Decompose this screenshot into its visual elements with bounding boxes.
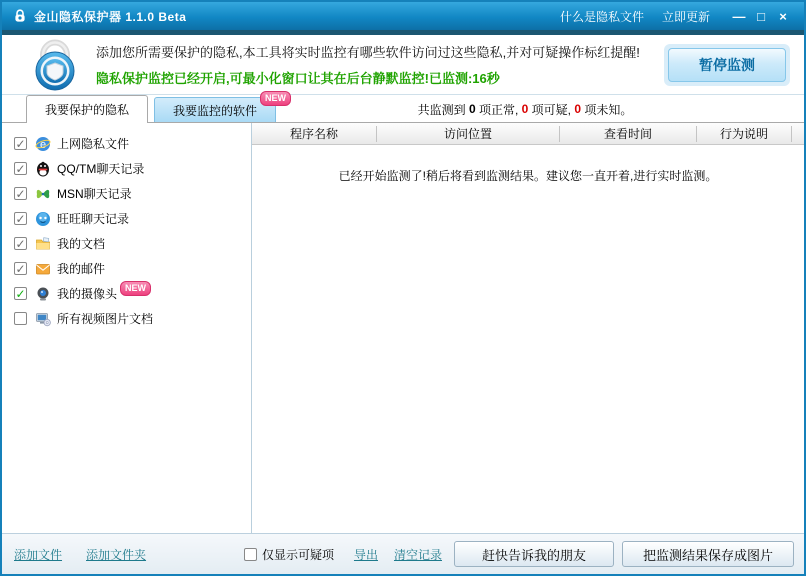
ie-icon xyxy=(35,136,51,152)
banner-description: 添加您所需要保护的隐私,本工具将实时监控有哪些软件访问过这些隐私,并对可疑操作标红提醒! xyxy=(96,45,640,60)
list-item-my-documents xyxy=(2,231,251,256)
column-access-location[interactable]: 访问位置 xyxy=(377,126,560,142)
add-file-link[interactable]: 添加文件 xyxy=(14,547,63,562)
column-behavior[interactable]: 行为说明 xyxy=(697,126,792,142)
list-item-qq-chat xyxy=(2,156,251,181)
content-area xyxy=(2,123,804,533)
media-computer-icon xyxy=(35,311,51,327)
item-label: 我的邮件 xyxy=(57,262,106,276)
unknown-count: 0 xyxy=(574,102,582,116)
summary-text: 项未知。 xyxy=(581,102,633,117)
monitor-summary xyxy=(252,95,798,123)
pause-button-panel xyxy=(664,44,790,86)
new-badge: NEW xyxy=(120,281,151,296)
add-folder-link[interactable]: 添加文件夹 xyxy=(86,547,147,562)
privacy-items-list xyxy=(2,123,252,533)
app-lock-icon xyxy=(12,8,28,24)
column-program-name[interactable]: 程序名称 xyxy=(252,126,377,142)
item-label: 所有视频图片文档 xyxy=(57,312,154,326)
checkbox[interactable] xyxy=(14,287,27,300)
checkbox[interactable] xyxy=(14,237,27,250)
checkbox[interactable] xyxy=(14,262,27,275)
titlebar xyxy=(2,2,804,30)
wangwang-icon xyxy=(35,211,51,227)
summary-prefix: 共监测到 xyxy=(417,102,469,117)
tab-label: 我要监控的软件 xyxy=(173,103,258,118)
results-panel xyxy=(252,123,804,533)
checkbox[interactable] xyxy=(14,187,27,200)
item-label: 上网隐私文件 xyxy=(57,137,130,151)
mail-icon xyxy=(35,261,51,277)
link-what-is-privacy-file[interactable]: 什么是隐私文件 xyxy=(559,9,644,24)
suspicious-count: 0 xyxy=(521,102,529,116)
tab-privacy-to-protect[interactable] xyxy=(26,95,148,123)
column-view-time[interactable]: 查看时间 xyxy=(560,126,697,142)
tell-friends-button[interactable]: 赶快告诉我的朋友 xyxy=(454,541,614,567)
item-label: MSN聊天记录 xyxy=(57,187,132,201)
checkbox[interactable] xyxy=(14,312,27,325)
monitoring-status-text: 隐私保护监控已经开启,可最小化窗口让其在后台静默监控!已监测:16秒 xyxy=(96,71,500,86)
save-results-as-image-button[interactable]: 把监测结果保存成图片 xyxy=(622,541,794,567)
tab-label: 我要保护的隐私 xyxy=(45,103,130,117)
footer-bar xyxy=(2,533,804,574)
clear-records-link[interactable]: 清空记录 xyxy=(393,547,442,562)
table-body xyxy=(252,145,804,533)
checkbox[interactable] xyxy=(14,137,27,150)
list-item-internet-privacy xyxy=(2,131,251,156)
column-filler xyxy=(792,126,804,142)
list-item-all-video-image-docs xyxy=(2,306,251,331)
new-badge: NEW xyxy=(260,91,291,106)
list-item-my-mail xyxy=(2,256,251,281)
banner-text xyxy=(96,42,654,87)
summary-text: 项正常, xyxy=(475,102,522,117)
tab-bar xyxy=(2,95,804,123)
item-label: 我的文档 xyxy=(57,237,106,251)
minimize-button[interactable]: — xyxy=(732,8,746,24)
documents-icon xyxy=(35,236,51,252)
show-suspicious-only-checkbox[interactable] xyxy=(244,548,257,561)
webcam-icon xyxy=(35,286,51,302)
normal-count: 0 xyxy=(468,102,476,116)
item-label: 我的摄像头 xyxy=(57,287,118,301)
msn-icon xyxy=(35,186,51,202)
list-item-my-webcam xyxy=(2,281,251,306)
close-button[interactable]: × xyxy=(779,8,787,24)
pause-monitoring-button[interactable]: 暂停监测 xyxy=(668,48,786,82)
monitoring-started-message: 已经开始监测了!稍后将看到监测结果。建议您一直开着,进行实时监测。 xyxy=(338,169,718,183)
checkbox[interactable] xyxy=(14,212,27,225)
link-update-now[interactable]: 立即更新 xyxy=(661,9,710,24)
privacy-lock-logo xyxy=(28,38,82,92)
svg-text:e: e xyxy=(39,138,47,151)
table-header xyxy=(252,123,804,145)
qq-icon xyxy=(35,161,51,177)
show-suspicious-only-label: 仅显示可疑项 xyxy=(261,547,334,562)
list-item-msn-chat xyxy=(2,181,251,206)
summary-text: 项可疑, xyxy=(528,102,575,117)
window-title: 金山隐私保护器 1.1.0 Beta xyxy=(34,9,187,24)
list-item-wangwang-chat xyxy=(2,206,251,231)
item-label: 旺旺聊天记录 xyxy=(57,212,130,226)
export-link[interactable]: 导出 xyxy=(353,547,378,562)
item-label: QQ/TM聊天记录 xyxy=(57,162,145,176)
banner xyxy=(2,35,804,95)
checkbox[interactable] xyxy=(14,162,27,175)
maximize-button[interactable]: □ xyxy=(757,8,765,24)
